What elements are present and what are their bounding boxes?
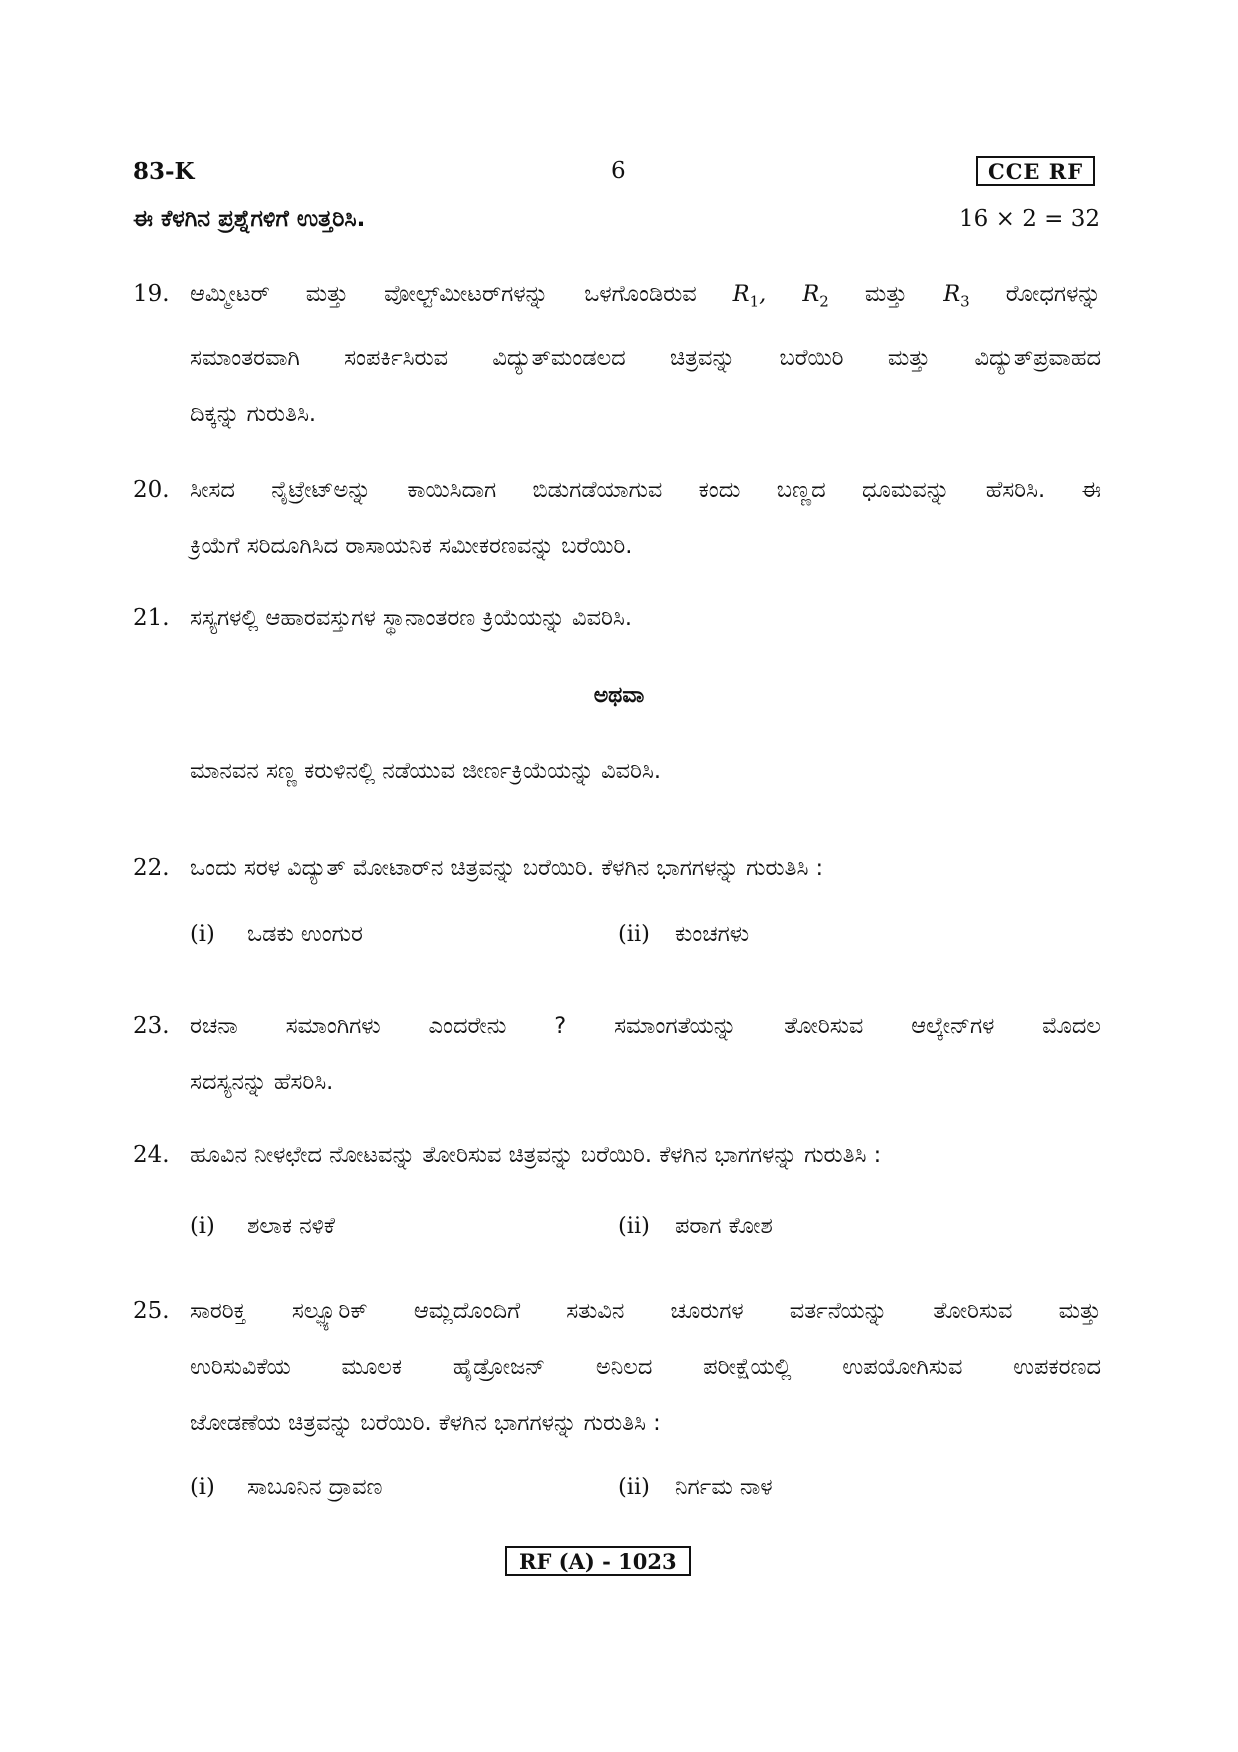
question-23-line-2: ಸದಸ್ಯನನ್ನು ಹೆಸರಿಸಿ.	[190, 1069, 334, 1095]
section-marks: 16 × 2 = 32	[959, 206, 1100, 232]
question-25-option-2	[618, 1474, 773, 1500]
question-number: 23.	[133, 1013, 170, 1039]
question-22-option-2	[618, 921, 749, 947]
question-22-line-1: ಒಂದು ಸರಳ ವಿದ್ಯುತ್ ಮೋಟಾರ್‌ನ ಚಿತ್ರವನ್ನು ಬರೆಯಿರಿ. ಕೆಳಗಿನ ಭಾಗಗಳನ್ನು ಗುರುತಿಸಿ :	[190, 855, 824, 881]
footer-code-box: RF (A) - 1023	[505, 1546, 691, 1576]
option-text: ಒಡಕು ಉಂಗುರ	[247, 921, 363, 947]
question-19-line-3: ದಿಕ್ಕನ್ನು ಗುರುತಿಸಿ.	[190, 400, 317, 427]
question-number: 24.	[133, 1142, 170, 1168]
question-23-line-1: ರಚನಾ ಸಮಾಂಗಿಗಳು ಎಂದರೇನು ? ಸಮಾಂಗತೆಯನ್ನು ತೋರಿಸುವ ಆಲ್ಕೇನ್‌ಗಳ ಮೊದಲ	[190, 1013, 1101, 1039]
question-23	[133, 998, 1101, 1110]
question-19-line-2: ಸಮಾಂತರವಾಗಿ ಸಂಪರ್ಕಿಸಿರುವ ವಿದ್ಯುತ್‌ಮಂಡಲದ ಚಿತ್ರವನ್ನು ಬರೆಯಿರಿ ಮತ್ತು ವಿದ್ಯುತ್‌ಪ್ರವಾಹದ	[190, 344, 1101, 371]
question-21-alternative: ಮಾನವನ ಸಣ್ಣ ಕರುಳಿನಲ್ಲಿ ನಡೆಯುವ ಜೀರ್ಣಕ್ರಿಯೆಯನ್ನು ವಿವರಿಸಿ.	[190, 758, 662, 784]
resistor-r1: $R_1$,	[732, 281, 767, 311]
resistor-r3: $R_3$	[943, 281, 970, 311]
option-number: (i)	[190, 921, 215, 947]
resistor-r2: $R_2$	[802, 281, 829, 311]
option-number: (i)	[190, 1474, 215, 1500]
question-text: ಮತ್ತು	[864, 281, 908, 307]
option-number: (ii)	[618, 1213, 650, 1239]
question-25-line-1: ಸಾರರಿಕ್ತ ಸಲ್ಫ್ಯೂರಿಕ್ ಆಮ್ಲದೊಂದಿಗೆ ಸತುವಿನ ಚೂರುಗಳ ವರ್ತನೆಯನ್ನು ತೋರಿಸುವ ಮತ್ತು	[190, 1298, 1101, 1324]
question-number: 22.	[133, 855, 170, 881]
question-text: ಆಮ್ಮೀಟರ್ ಮತ್ತು ವೋಲ್ಟ್‌ಮೀಟರ್‌ಗಳನ್ನು ಒಳಗೊಂಡಿರುವ	[190, 281, 697, 307]
question-25-line-3: ಜೋಡಣೆಯ ಚಿತ್ರವನ್ನು ಬರೆಯಿರಿ. ಕೆಳಗಿನ ಭಾಗಗಳನ್ನು ಗುರುತಿಸಿ :	[190, 1410, 661, 1436]
question-number: 20.	[133, 477, 170, 503]
option-text: ಪರಾಗ ಕೋಶ	[675, 1213, 773, 1239]
question-20-line-1: ಸೀಸದ ನೈಟ್ರೇಟ್‌ಅನ್ನು ಕಾಯಿಸಿದಾಗ ಬಿಡುಗಡೆಯಾಗುವ ಕಂದು ಬಣ್ಣದ ಧೂಮವನ್ನು ಹೆಸರಿಸಿ. ಈ	[190, 477, 1101, 503]
question-25	[133, 1283, 1101, 1451]
paper-code: 83-K	[133, 158, 195, 185]
option-number: (ii)	[618, 921, 650, 947]
question-19	[133, 266, 1101, 442]
question-24-option-2	[618, 1213, 773, 1239]
question-20	[133, 462, 1101, 574]
question-21-line-1: ಸಸ್ಯಗಳಲ್ಲಿ ಆಹಾರವಸ್ತುಗಳ ಸ್ಥಾನಾಂತರಣ ಕ್ರಿಯೆಯನ್ನು ವಿವರಿಸಿ.	[190, 605, 632, 631]
option-text: ಕುಂಚಗಳು	[675, 921, 750, 947]
question-20-line-2: ಕ್ರಿಯೆಗೆ ಸರಿದೂಗಿಸಿದ ರಾಸಾಯನಿಕ ಸಮೀಕರಣವನ್ನು ಬರೆಯಿರಿ.	[190, 533, 633, 559]
option-text: ಶಲಾಕ ನಳಿಕೆ	[247, 1213, 335, 1239]
question-25-line-2: ಉರಿಸುವಿಕೆಯ ಮೂಲಕ ಹೈಡ್ರೋಜನ್ ಅನಿಲದ ಪರೀಕ್ಷೆಯಲ್ಲಿ ಉಪಯೋಗಿಸುವ ಉಪಕರಣದ	[190, 1354, 1101, 1380]
series-box: CCE RF	[976, 156, 1095, 186]
or-separator: ಅಥವಾ	[593, 683, 645, 708]
question-24-option-1	[190, 1213, 335, 1239]
question-24	[133, 1127, 1101, 1183]
option-number: (i)	[190, 1213, 215, 1239]
question-number: 19.	[133, 281, 170, 307]
question-21	[133, 590, 1101, 646]
question-25-option-1	[190, 1474, 383, 1500]
question-22-option-1	[190, 921, 363, 947]
option-number: (ii)	[618, 1474, 650, 1500]
question-22	[133, 840, 1101, 896]
option-text: ನಿರ್ಗಮ ನಾಳ	[675, 1474, 773, 1500]
question-number: 25.	[133, 1298, 170, 1324]
section-instruction: ಈ ಕೆಳಗಿನ ಪ್ರಶ್ನೆಗಳಿಗೆ ಉತ್ತರಿಸಿ.	[133, 206, 366, 232]
question-text: ರೋಧಗಳನ್ನು	[1005, 281, 1101, 307]
page-number: 6	[611, 158, 626, 184]
option-text: ಸಾಬೂನಿನ ದ್ರಾವಣ	[247, 1474, 383, 1500]
question-19-line-1	[190, 266, 1101, 330]
question-number: 21.	[133, 605, 170, 631]
question-24-line-1: ಹೂವಿನ ನೀಳಛೇದ ನೋಟವನ್ನು ತೋರಿಸುವ ಚಿತ್ರವನ್ನು ಬರೆಯಿರಿ. ಕೆಳಗಿನ ಭಾಗಗಳನ್ನು ಗುರುತಿಸಿ :	[190, 1142, 882, 1168]
